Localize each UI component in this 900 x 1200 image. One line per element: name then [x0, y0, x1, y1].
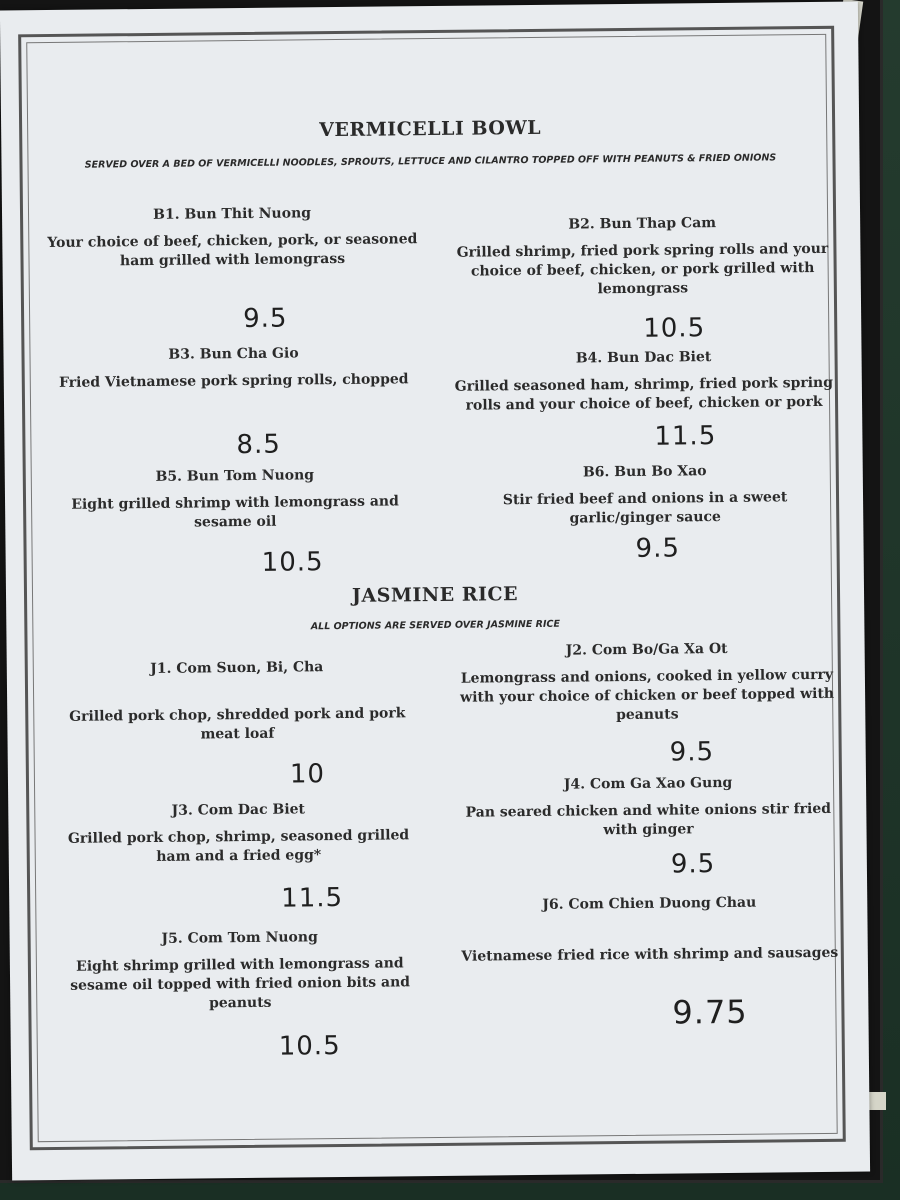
item-description: Eight shrimp grilled with lemongrass and sesame oil topped with fried onion bits and peanuts — [70, 955, 411, 1012]
item-price: 10.5 — [261, 547, 324, 578]
item-name: B5. Bun Tom Nuong — [155, 467, 315, 485]
item-price: 9.5 — [669, 737, 715, 768]
item-description: Pan seared chicken and white onions stir fried with ginger — [465, 800, 832, 839]
item-name: B2. Bun Thap Cam — [568, 215, 717, 233]
item-name: J4. Com Ga Xao Gung — [563, 774, 733, 793]
menu-item-j3 — [48, 800, 429, 868]
item-price: 10.5 — [643, 313, 706, 344]
item-description: Grilled seasoned ham, shrimp, fried pork spring rolls and your choice of beef, chicken or pork — [454, 374, 834, 414]
item-description: Grilled pork chop, shrimp, seasoned grilled ham and a fried egg* — [67, 827, 410, 865]
item-description: Grilled pork chop, shredded pork and pork meat loaf — [69, 705, 406, 743]
item-price: 9.5 — [635, 533, 681, 564]
item-description: Lemongrass and onions, cooked in yellow curry with your choice of chicken or beef topped with peanuts — [460, 666, 835, 724]
item-price: 9.75 — [672, 992, 748, 1032]
menu-item-b2 — [452, 214, 833, 301]
item-price: 8.5 — [236, 429, 281, 461]
item-name: B3. Bun Cha Gio — [168, 345, 299, 363]
item-price: 9.5 — [242, 303, 288, 334]
menu-item-b3 — [43, 344, 423, 393]
menu-item-j6 — [459, 894, 840, 967]
menu-item-j5 — [50, 928, 431, 1015]
item-name: B4. Bun Dac Biet — [575, 349, 712, 367]
menu-item-j1 — [47, 658, 428, 746]
item-name: J2. Com Bo/Ga Xa Ot — [565, 640, 728, 659]
vermicelli-title: VERMICELLI BOWL — [319, 116, 542, 142]
item-description: Vietnamese fried rice with shrimp and sausages — [461, 944, 839, 965]
menu-item-b5 — [45, 466, 426, 534]
item-name: B6. Bun Bo Xao — [582, 463, 707, 481]
item-price: 11.5 — [281, 882, 344, 914]
jasmine-title: JASMINE RICE — [351, 583, 519, 607]
item-name: J3. Com Dac Biet — [171, 801, 306, 819]
item-name: J5. Com Tom Nuong — [161, 929, 318, 947]
menu-item-b6 — [455, 462, 836, 530]
jasmine-subtitle: ALL OPTIONS ARE SERVED OVER JASMINE RICE — [310, 618, 560, 633]
item-price: 11.5 — [654, 421, 717, 452]
item-name: J6. Com Chien Duong Chau — [542, 894, 757, 913]
item-name: B1. Bun Thit Nuong — [152, 205, 312, 223]
item-name: J1. Com Suon, Bi, Cha — [150, 659, 324, 677]
item-price: 9.5 — [670, 849, 716, 880]
menu-item-b4 — [453, 348, 834, 416]
menu-item-j4 — [458, 774, 839, 842]
item-description: Your choice of beef, chicken, pork, or seasoned ham grilled with lemongrass — [47, 231, 418, 270]
item-description: Fried Vietnamese pork spring rolls, chopped — [58, 371, 409, 391]
item-price: 10 — [289, 759, 326, 790]
menu-item-b1 — [42, 204, 423, 272]
menu-page — [0, 2, 870, 1181]
item-description: Grilled shrimp, fried pork spring rolls and your choice of beef, chicken, or pork grilled with lemongrass — [456, 240, 829, 298]
item-price: 10.5 — [278, 1031, 341, 1062]
item-description: Stir fried beef and onions in a sweet garlic/ginger sauce — [502, 489, 788, 527]
vermicelli-subtitle: SERVED OVER A BED OF VERMICELLI NOODLES, SPROUTS, LETTUCE AND CILANTRO TOPPED OFF WITH PEANUTS & FRIED ONIONS — [84, 152, 777, 171]
menu-item-j2 — [457, 640, 838, 727]
item-description: Eight grilled shrimp with lemongrass and sesame oil — [71, 493, 399, 531]
